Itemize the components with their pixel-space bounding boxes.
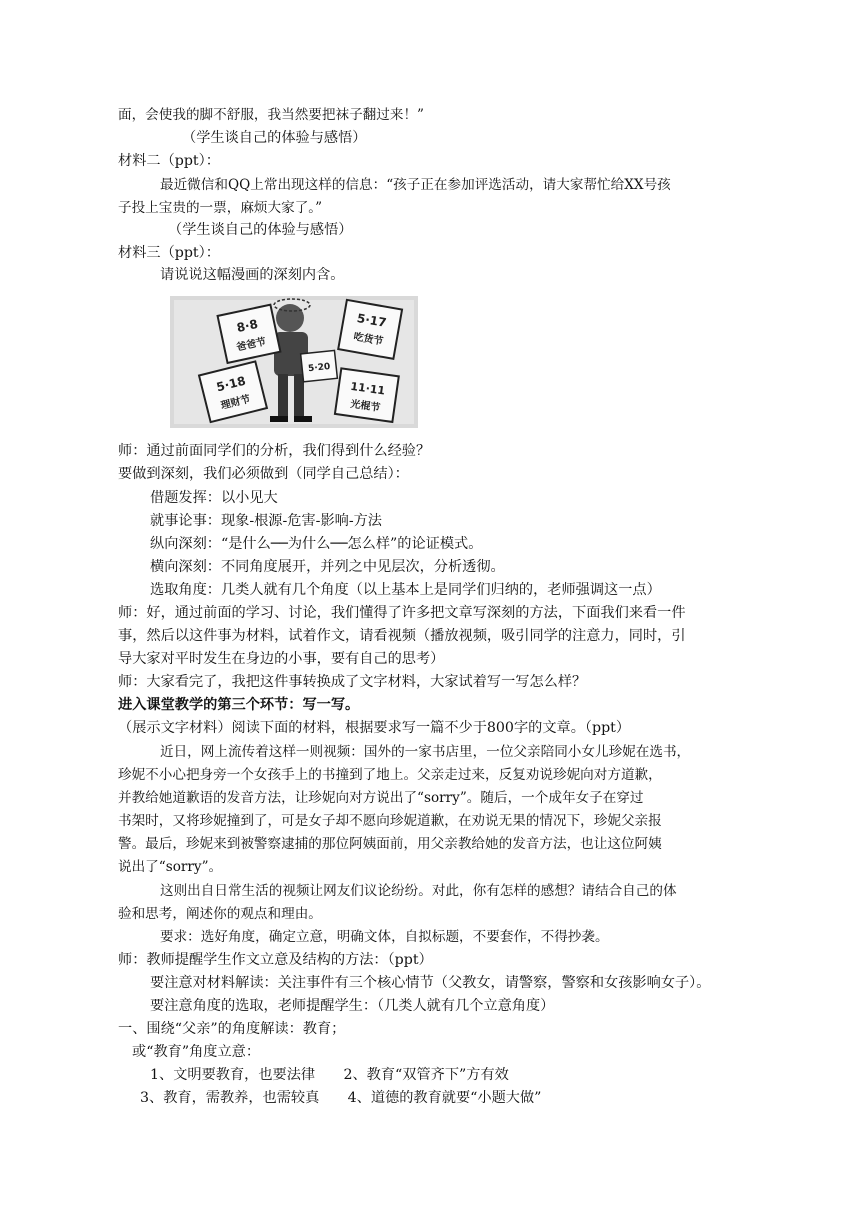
calendar-tag-dads-day <box>218 305 281 363</box>
list-item: 1、文明要教育，也要法律 2、教育“双管齐下”方有效 <box>150 1067 509 1083</box>
list-item: 纵向深刻：“是什么──为什么──怎么样”的论证模式。 <box>150 536 483 552</box>
section-heading: 进入课堂教学的第三个环节：写一写。 <box>118 697 360 713</box>
calendar-tag-singles-day <box>335 368 399 422</box>
text-line: 导大家对平时发生在身边的小事，要有自己的思考） <box>118 651 445 667</box>
svg-text:理财节: 理财节 <box>219 393 252 412</box>
text-line: （学生谈自己的体验与感悟） <box>168 222 353 238</box>
text-line: 这则出自日常生活的视频让网友们议论纷纷。对此，你有怎样的感想？请结合自己的体 <box>160 883 677 899</box>
section-heading: 材料三（ppt）： <box>118 245 220 261</box>
svg-text:8·8: 8·8 <box>235 316 260 336</box>
svg-text:爸爸节: 爸爸节 <box>235 336 268 354</box>
calendar-tag-520 <box>301 350 338 381</box>
list-item: 就事论事：现象-根源-危害-影响-方法 <box>150 513 382 529</box>
text-line: 珍妮不小心把身旁一个女孩手上的书撞到了地上。父亲走过来，反复劝说珍妮向对方道歉， <box>118 767 662 783</box>
text-line: 面，会使我的脚不舒服，我当然要把袜子翻过来！” <box>118 107 425 123</box>
text-line: 并教给她道歉语的发音方法，让珍妮向对方说出了“sorry”。随后，一个成年女子在穿过 <box>118 790 644 806</box>
text-line: 要注意对材料解读：关注事件有三个核心情节（父教女，请警察，警察和女孩影响女子）。 <box>150 975 711 991</box>
text-line: 请说说这幅漫画的深刻内含。 <box>160 267 345 283</box>
calendar-tag-foodie-day <box>338 300 402 359</box>
text-line: 最近微信和QQ上常出现这样的信息：“孩子正在参加评选活动，请大家帮忙给XX号孩 <box>160 177 671 193</box>
text-line: （学生谈自己的体验与感悟） <box>182 130 367 146</box>
text-line: 警。最后，珍妮来到被警察逮捕的那位阿姨面前，用父亲教给她的发音方法，也让这位阿姨 <box>118 836 662 852</box>
section-heading: 材料二（ppt）： <box>118 153 220 169</box>
text-line: 师：好，通过前面的学习、讨论，我们懂得了许多把文章写深刻的方法，下面我们来看一件 <box>118 605 686 621</box>
text-line: 师：通过前面同学们的分析，我们得到什么经验？ <box>118 443 431 459</box>
text-line: 验和思考，阐述你的观点和理由。 <box>118 906 322 922</box>
text-line: 近日，网上流传着这样一则视频：国外的一家书店里，一位父亲陪同小女儿珍妮在选书， <box>160 744 691 760</box>
text-line: 师：大家看完了，我把这件事转换成了文字材料，大家试着写一写怎么样？ <box>118 674 587 690</box>
text-line: （展示文字材料）阅读下面的材料，根据要求写一篇不少于800字的文章。（ppt） <box>118 720 631 736</box>
list-item: 借题发挥：以小见大 <box>150 490 278 506</box>
text-line: 要求：选好角度，确定立意，明确文体，自拟标题，不要套作，不得抄袭。 <box>160 929 609 945</box>
text-line: 事，然后以这件事为材料，试着作文，请看视频（播放视频，吸引同学的注意力，同时，引 <box>118 628 686 644</box>
text-line: 或“教育”角度立意： <box>132 1044 261 1060</box>
svg-text:11·11: 11·11 <box>349 379 386 398</box>
text-line: 书架时，又将珍妮撞到了，可是女子却不愿向珍妮道歉，在劝说无果的情况下，珍妮父亲报 <box>118 813 662 829</box>
list-item: 横向深刻：不同角度展开，并列之中见层次，分析透彻。 <box>150 559 505 575</box>
text-line: 一、围绕“父亲”的角度解读：教育； <box>118 1021 346 1037</box>
text-line: 子投上宝贵的一票，麻烦大家了。” <box>118 200 323 216</box>
svg-text:5·18: 5·18 <box>214 373 248 395</box>
list-item: 3、教育，需教养，也需较真 4、道德的教育就要“小题大做” <box>140 1090 542 1106</box>
svg-text:光棍节: 光棍节 <box>349 398 381 415</box>
list-item: 选取角度：几类人就有几个角度（以上基本上是同学们归纳的，老师强调这一点） <box>150 582 661 598</box>
text-line: 要做到深刻，我们必须做到（同学自己总结）： <box>118 466 409 482</box>
text-line: 说出了“sorry”。 <box>118 859 223 875</box>
cartoon-illustration <box>170 296 418 428</box>
svg-text:5·17: 5·17 <box>355 311 388 330</box>
text-line: 要注意角度的选取，老师提醒学生：（几类人就有几个立意角度） <box>150 998 555 1014</box>
text-line: 师：教师提醒学生作文立意及结构的方法：（ppt） <box>118 952 433 968</box>
svg-text:5·20: 5·20 <box>307 361 331 375</box>
svg-text:吃货节: 吃货节 <box>352 331 385 348</box>
